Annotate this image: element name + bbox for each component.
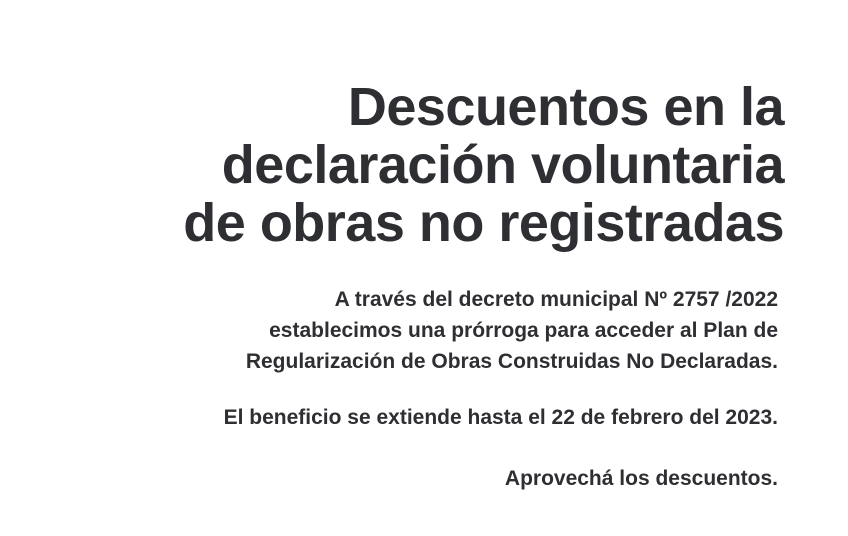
deadline-text: El beneficio se extiende hasta el 22 de febrero del 2023. (223, 406, 778, 429)
title-line-2: declaración voluntaria (221, 135, 784, 195)
decree-line-1: A través del decreto municipal Nº 2757 /2022 (334, 288, 778, 311)
page-title (84, 78, 784, 252)
closing-text: Aprovechá los descuentos. (504, 467, 778, 490)
decree-line-2: establecimos una prórroga para acceder al Plan de (269, 319, 778, 342)
decree-line-3: Regularización de Obras Construidas No Declaradas. (245, 350, 778, 373)
deadline-paragraph (58, 402, 778, 433)
decree-paragraph (58, 284, 778, 377)
title-line-1: Descuentos en la (347, 77, 784, 137)
title-line-3: de obras no registradas (183, 193, 784, 253)
closing-paragraph (58, 463, 778, 494)
